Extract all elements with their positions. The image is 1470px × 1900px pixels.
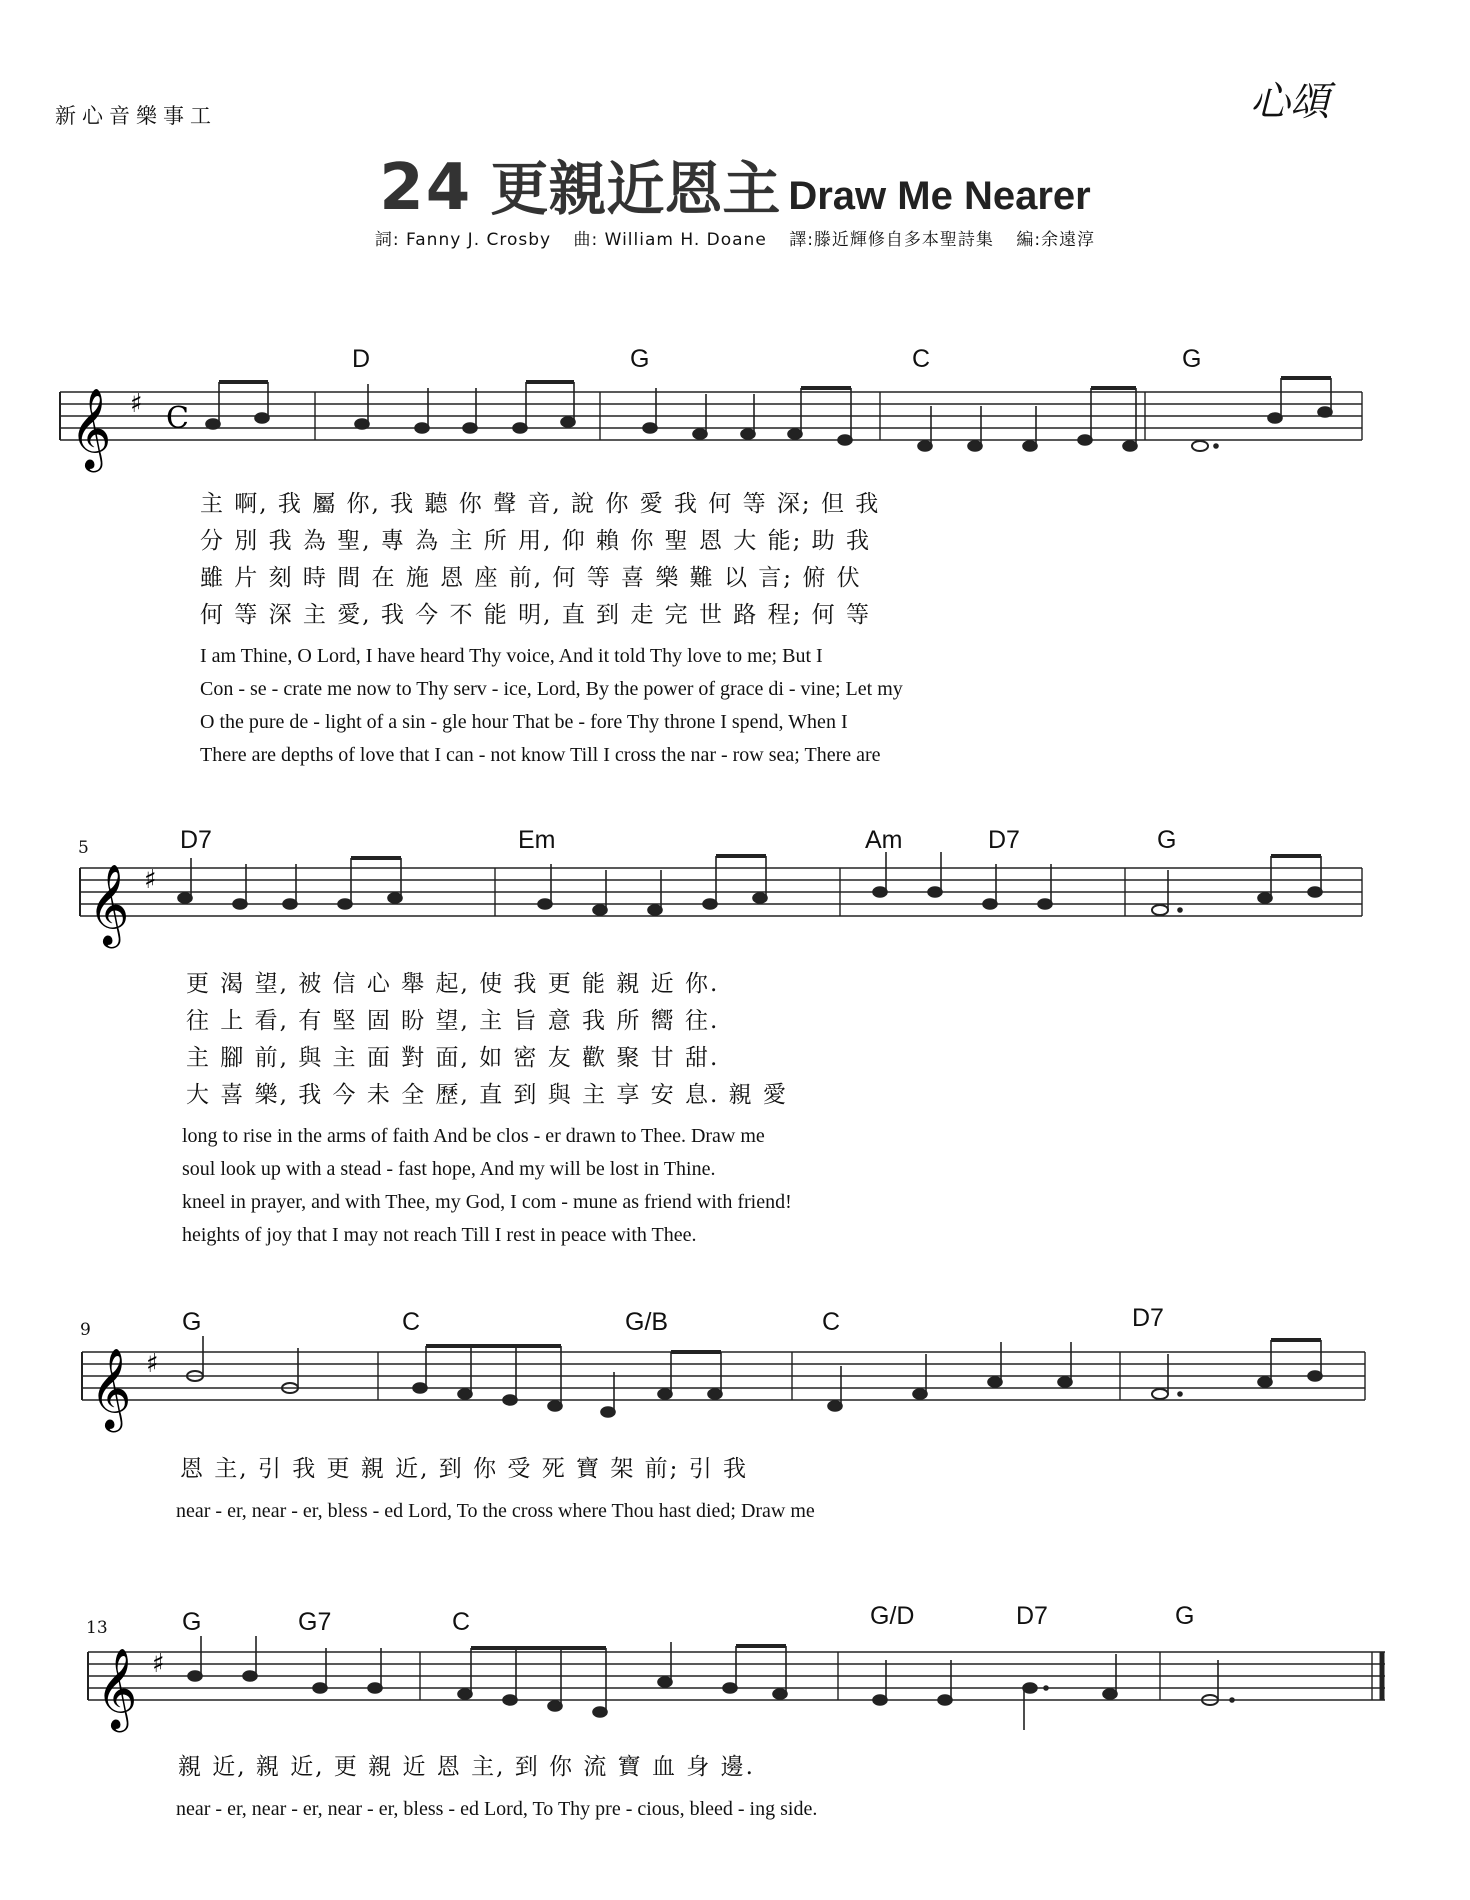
treble-clef-icon: 𝄞: [88, 863, 130, 945]
svg-text:♯: ♯: [144, 865, 157, 895]
chord-symbol: G: [182, 1308, 202, 1336]
credits-line: [0, 225, 1470, 250]
measure-number: 13: [86, 1618, 108, 1638]
hymn-title-english: Draw Me Nearer: [788, 174, 1091, 218]
english-lyric-line: soul look up with a stead - fast hope, And my will be lost in Thine.: [182, 1158, 716, 1180]
chinese-lyric-line: 主 啊, 我 屬 你, 我 聽 你 聲 音, 說 你 愛 我 何 等 深; 但 我: [200, 491, 881, 517]
treble-clef-icon: 𝄞: [96, 1647, 138, 1729]
chord-symbol: D7: [1132, 1304, 1164, 1332]
chinese-lyric-line: 主 腳 前, 與 主 面 對 面, 如 密 友 歡 聚 甘 甜.: [186, 1045, 720, 1071]
english-lyric-line: O the pure de - light of a sin - gle hour That be - fore Thy throne I spend, When I: [200, 711, 848, 733]
chord-symbol: D7: [1016, 1602, 1048, 1630]
measure-number: 9: [80, 1320, 91, 1340]
english-lyric-line: long to rise in the arms of faith And be clos - er drawn to Thee. Draw me: [182, 1125, 765, 1147]
chinese-lyric-line: 親 近, 親 近, 更 親 近 恩 主, 到 你 流 寶 血 身 邊.: [178, 1754, 755, 1780]
chinese-lyric-line: 分 別 我 為 聖, 專 為 主 所 用, 仰 賴 你 聖 恩 大 能; 助 我: [200, 528, 871, 554]
chinese-lyric-line: 雖 片 刻 時 間 在 施 恩 座 前, 何 等 喜 樂 難 以 言; 俯 伏: [200, 565, 862, 591]
chord-symbol: C: [822, 1308, 841, 1336]
english-lyric-line: I am Thine, O Lord, I have heard Thy voice, And it told Thy love to me; But I: [200, 645, 823, 667]
hymn-title-chinese: 更親近恩主: [490, 155, 781, 223]
chinese-lyric-line: 往 上 看, 有 堅 固 盼 望, 主 旨 意 我 所 嚮 往.: [186, 1008, 720, 1034]
chord-symbol: D7: [988, 826, 1020, 854]
translator-credit: 譯:滕近輝修自多本聖詩集: [789, 230, 994, 250]
arranger-credit: 編:余遠淳: [1016, 230, 1096, 250]
english-lyric-line: Con - se - crate me now to Thy serv - ice, Lord, By the power of grace di - vine; Let my: [200, 678, 903, 700]
chord-symbol: C: [912, 345, 931, 373]
chinese-lyric-line: 大 喜 樂, 我 今 未 全 歷, 直 到 與 主 享 安 息. 親 愛: [186, 1082, 788, 1108]
measure-number: 5: [78, 838, 89, 858]
chinese-lyric-line: 恩 主, 引 我 更 親 近, 到 你 受 死 寶 架 前; 引 我: [180, 1456, 749, 1482]
chord-symbol: C: [402, 1308, 421, 1336]
chord-symbol: G: [630, 345, 650, 373]
lyricist-credit: 詞: Fanny J. Crosby: [374, 230, 552, 250]
hymn-number: 24: [379, 151, 473, 225]
chord-symbol: D7: [180, 826, 212, 854]
publisher-label: 新心音樂事工: [55, 104, 217, 128]
treble-clef-icon: 𝄞: [90, 1347, 132, 1429]
svg-text:♯: ♯: [146, 1349, 159, 1379]
chord-symbol: G/B: [625, 1308, 669, 1336]
chord-symbol: G: [1157, 826, 1177, 854]
svg-text:C: C: [166, 401, 189, 436]
chord-symbol: G/D: [870, 1602, 915, 1630]
english-lyric-line: kneel in prayer, and with Thee, my God, I com - mune as friend with friend!: [182, 1191, 792, 1213]
chord-symbol: G7: [298, 1608, 332, 1636]
hymnal-logo: 心頌: [1250, 79, 1330, 125]
chord-symbol: Am: [865, 826, 903, 854]
svg-text:♯: ♯: [152, 1649, 165, 1679]
chord-symbol: G: [1175, 1602, 1195, 1630]
composer-credit: 曲: William H. Doane: [573, 230, 767, 250]
svg-text:♯: ♯: [130, 389, 143, 419]
chord-symbol: Em: [518, 826, 556, 854]
english-lyric-line: heights of joy that I may not reach Till I rest in peace with Thee.: [182, 1224, 697, 1246]
english-lyric-line: near - er, near - er, near - er, bless - ed Lord, To Thy pre - cious, bleed - ing side.: [176, 1798, 818, 1820]
chord-symbol: G: [182, 1608, 202, 1636]
english-lyric-line: near - er, near - er, bless - ed Lord, To the cross where Thou hast died; Draw me: [176, 1500, 815, 1522]
chord-symbol: G: [1182, 345, 1202, 373]
english-lyric-line: There are depths of love that I can - not know Till I cross the nar - row sea; There are: [200, 744, 881, 766]
treble-clef-icon: 𝄞: [70, 387, 112, 469]
chord-symbol: C: [452, 1608, 471, 1636]
chord-symbol: D: [352, 345, 371, 373]
chinese-lyric-line: 何 等 深 主 愛, 我 今 不 能 明, 直 到 走 完 世 路 程; 何 等: [200, 602, 871, 628]
page-title: [0, 142, 1470, 226]
chinese-lyric-line: 更 渴 望, 被 信 心 舉 起, 使 我 更 能 親 近 你.: [186, 971, 720, 997]
